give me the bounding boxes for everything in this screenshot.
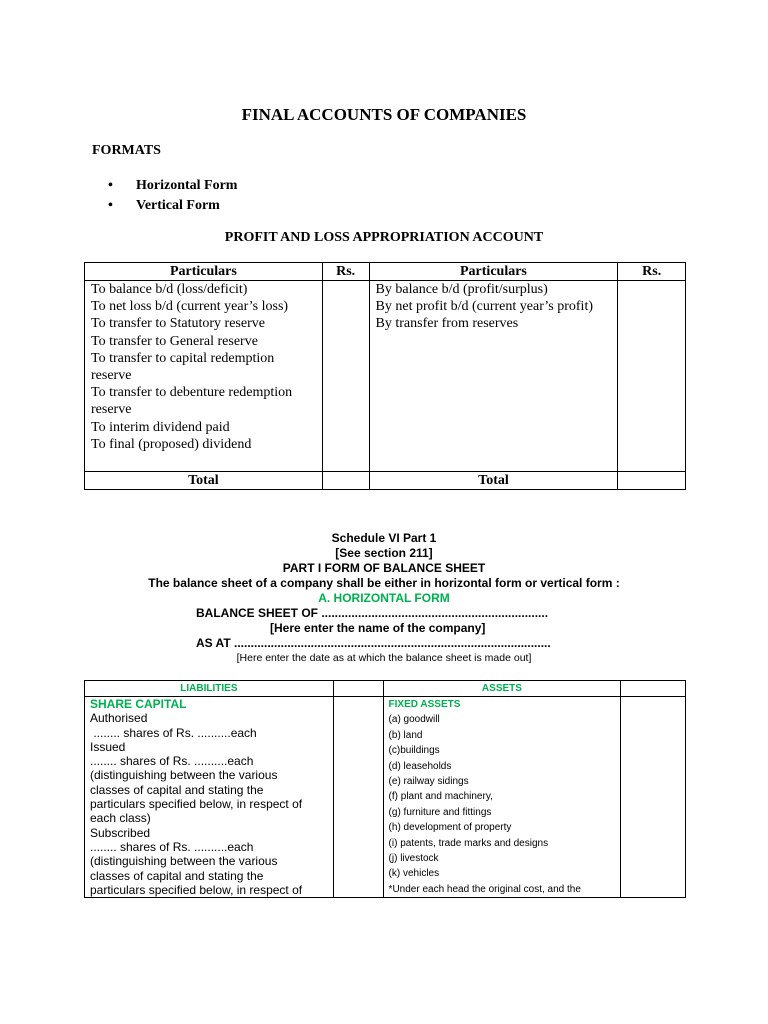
list-item: • Horizontal Form xyxy=(108,176,237,196)
line-item: *Under each head the original cost, and the xyxy=(388,883,581,895)
date-note: [Here enter the date as at which the balance sheet is made out] xyxy=(236,652,532,664)
balance-sheet-table xyxy=(84,680,686,898)
line-item: (b) land xyxy=(388,729,423,741)
line-item: Authorised xyxy=(90,711,148,726)
line-item: To net loss b/d (current year’s loss) xyxy=(91,299,289,315)
liabilities-cell xyxy=(85,697,334,898)
table-row xyxy=(85,697,686,898)
schedule-line: PART I FORM OF BALANCE SHEET xyxy=(282,561,486,575)
line-item: (c)buildings xyxy=(388,745,440,757)
column-header: Rs. xyxy=(322,263,369,281)
line-item: (h) development of property xyxy=(388,822,512,834)
line-item: (e) railway sidings xyxy=(388,776,469,788)
line-item: Issued xyxy=(90,739,126,754)
line-item: (d) leaseholds xyxy=(388,760,452,772)
page-title: FINAL ACCOUNTS OF COMPANIES xyxy=(241,105,527,124)
column-header: LIABILITIES xyxy=(85,681,334,697)
table-header-row xyxy=(85,263,686,281)
debit-particulars xyxy=(85,281,323,472)
line-item: By net profit b/d (current year’s profit) xyxy=(375,299,593,315)
line-item: (f) plant and machinery, xyxy=(388,791,493,803)
line-item: (k) vehicles xyxy=(388,868,440,880)
line-item: classes of capital and stating the xyxy=(90,868,264,883)
line-item: particulars specified below, in respect of xyxy=(90,882,303,897)
line-item: reserve xyxy=(91,368,132,384)
assets-cell xyxy=(383,697,621,898)
line-item: By balance b/d (profit/surplus) xyxy=(375,282,548,297)
line-item: To transfer to debenture redemption xyxy=(91,385,293,401)
line-item: (j) livestock xyxy=(388,853,439,865)
company-name-note: [Here enter the name of the company] xyxy=(270,621,486,635)
column-header: Particulars xyxy=(85,263,323,281)
line-item: reserve xyxy=(91,402,132,418)
schedule-line: The balance sheet of a company shall be either in horizontal form or vertical form : xyxy=(148,576,620,590)
table-header-row xyxy=(85,681,686,697)
as-at-line: AS AT ............................................................................................... xyxy=(196,636,551,650)
line-item: (a) goodwill xyxy=(388,714,440,726)
bullet-icon: • xyxy=(108,198,113,213)
line-item: (distinguishing between the various xyxy=(90,768,278,783)
balance-sheet-of: BALANCE SHEET OF .................................................................... xyxy=(196,606,549,620)
schedule-line: [See section 211] xyxy=(335,546,433,560)
pl-account-title: PROFIT AND LOSS APPROPRIATION ACCOUNT xyxy=(224,230,544,245)
credit-particulars xyxy=(369,281,618,472)
line-item: To transfer to General reserve xyxy=(91,333,258,349)
fixed-assets-title: FIXED ASSETS xyxy=(388,699,461,710)
total-row xyxy=(85,472,686,490)
line-item: To interim dividend paid xyxy=(91,419,230,435)
total-label: Total xyxy=(369,472,618,490)
line-item: (distinguishing between the various xyxy=(90,854,278,869)
line-item: ........ shares of Rs. ..........each xyxy=(90,725,257,740)
form-title: A. HORIZONTAL FORM xyxy=(318,591,450,605)
formats-heading: FORMATS xyxy=(92,143,161,158)
share-capital-title: SHARE CAPITAL xyxy=(90,697,187,711)
total-label: Total xyxy=(85,472,323,490)
pl-appropriation-table xyxy=(84,262,686,490)
line-item: ........ shares of Rs. ..........each xyxy=(90,839,254,854)
schedule-header xyxy=(0,531,768,606)
column-header: Particulars xyxy=(369,263,618,281)
column-header: ASSETS xyxy=(383,681,621,697)
line-item: To transfer to capital redemption xyxy=(91,350,275,366)
line-item: classes of capital and stating the xyxy=(90,782,264,797)
line-item: To transfer to Statutory reserve xyxy=(91,316,265,332)
line-item: To balance b/d (loss/deficit) xyxy=(91,282,248,297)
bullet-icon: • xyxy=(108,178,113,193)
debit-amount xyxy=(322,281,369,472)
line-item: particulars specified below, in respect of xyxy=(90,797,303,812)
line-item: By transfer from reserves xyxy=(375,316,519,332)
line-item: (g) furniture and fittings xyxy=(388,806,492,818)
table-row xyxy=(85,281,686,472)
line-item: ........ shares of Rs. ..........each xyxy=(90,754,254,769)
line-item: each class) xyxy=(90,811,151,826)
column-header: Rs. xyxy=(618,263,686,281)
line-item: To final (proposed) dividend xyxy=(91,436,252,452)
line-item: Subscribed xyxy=(90,825,151,840)
line-item: (i) patents, trade marks and designs xyxy=(388,837,549,849)
formats-list xyxy=(108,176,237,216)
credit-amount xyxy=(618,281,686,472)
schedule-line: Schedule VI Part 1 xyxy=(331,531,437,545)
list-item: • Vertical Form xyxy=(108,196,237,216)
